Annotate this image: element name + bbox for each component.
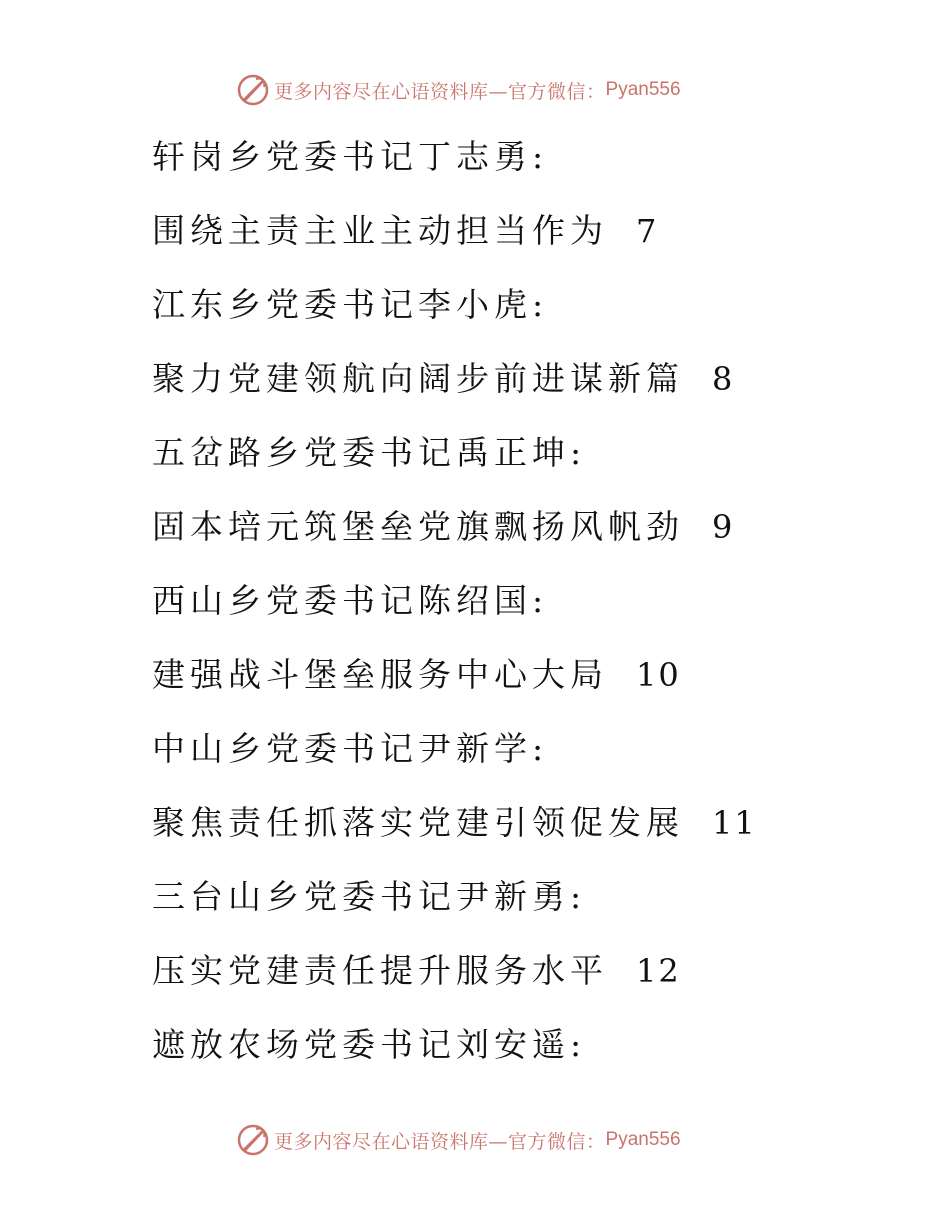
toc-line <box>152 860 912 934</box>
toc-line-text: 聚力党建领航向阔步前进谋新篇 <box>152 359 684 398</box>
toc-page-number: 11 <box>712 804 757 842</box>
toc-line-text: 遮放农场党委书记刘安遥: <box>152 1025 587 1064</box>
toc-line-text: 西山乡党委书记陈绍国: <box>152 581 549 620</box>
toc-line <box>152 120 912 194</box>
watermark-handle: Pyan556 <box>605 79 681 100</box>
toc-page-number: 7 <box>636 212 659 250</box>
watermark-text: 更多内容尽在心语资料库—官方微信： <box>274 1130 606 1153</box>
toc-line <box>152 490 912 564</box>
toc-line-text: 五岔路乡党委书记禹正坤: <box>152 433 587 472</box>
toc-line <box>152 342 912 416</box>
toc-line <box>152 638 912 712</box>
watermark-handle: Pyan556 <box>605 1129 681 1150</box>
toc-page-number: 9 <box>712 508 735 546</box>
toc-line <box>152 1008 912 1082</box>
toc-line-text: 中山乡党委书记尹新学: <box>152 729 549 768</box>
toc-line-text: 围绕主责主业主动担当作为 <box>152 211 608 250</box>
footer-watermark <box>236 1122 681 1158</box>
toc-line-text: 建强战斗堡垒服务中心大局 <box>152 655 608 694</box>
toc-line <box>152 786 912 860</box>
toc-line-text: 轩岗乡党委书记丁志勇: <box>152 137 549 176</box>
toc-line <box>152 268 912 342</box>
toc-line-text: 压实党建责任提升服务水平 <box>152 951 608 990</box>
toc-page-number: 10 <box>636 656 681 694</box>
watermark-text: 更多内容尽在心语资料库—官方微信： <box>274 80 606 103</box>
header-watermark <box>236 72 681 108</box>
toc-line-text: 三台山乡党委书记尹新勇: <box>152 877 587 916</box>
toc-line <box>152 712 912 786</box>
quill-logo-icon <box>236 73 270 107</box>
toc-line <box>152 416 912 490</box>
toc-line <box>152 564 912 638</box>
toc-list <box>152 120 912 1082</box>
toc-line <box>152 934 912 1008</box>
toc-line <box>152 194 912 268</box>
toc-page-number: 12 <box>636 952 681 990</box>
toc-line-text: 固本培元筑堡垒党旗飘扬风帆劲 <box>152 507 684 546</box>
toc-line-text: 江东乡党委书记李小虎: <box>152 285 549 324</box>
toc-line-text: 聚焦责任抓落实党建引领促发展 <box>152 803 684 842</box>
quill-logo-icon <box>236 1123 270 1157</box>
toc-page-number: 8 <box>712 360 735 398</box>
